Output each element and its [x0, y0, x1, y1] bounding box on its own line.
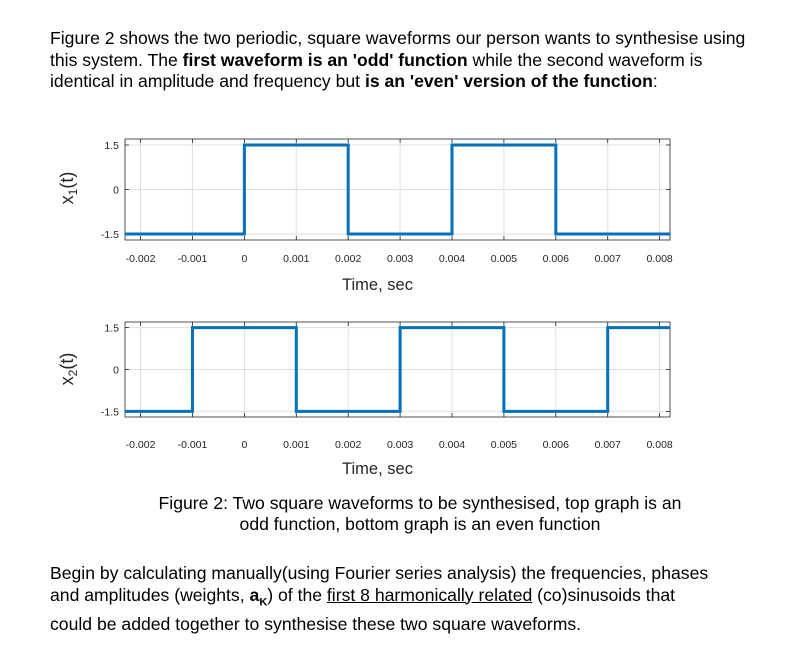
- task-underlined: first 8 harmonically related: [326, 584, 533, 605]
- y-tick-label: 1.5: [104, 322, 119, 335]
- x-tick-label: 0.008: [646, 439, 673, 451]
- x1-xlabel: Time, sec: [342, 276, 413, 294]
- intro-bold-2: is an 'even' version of the function: [364, 71, 653, 91]
- x2-plot: [50, 308, 700, 483]
- y-tick-label: 1.5: [104, 139, 119, 152]
- x-tick-label: 0.008: [646, 253, 673, 265]
- x2-ylabel: $x_2(t)$: [57, 352, 80, 386]
- intro-text-2: while the second waveform is identical in amplitude and frequency but: [50, 49, 703, 91]
- y-tick-label: -1.5: [100, 229, 119, 242]
- intro-text-3: :: [652, 71, 658, 91]
- x-tick-label: -0.002: [125, 439, 156, 451]
- y-tick-label: 0: [113, 364, 119, 377]
- caption-line-2: odd function, bottom graph is an even function: [239, 514, 601, 534]
- x-tick-label: 0.002: [335, 439, 362, 451]
- x-tick-label: 0.002: [335, 253, 362, 265]
- x-tick-label: 0.005: [490, 253, 518, 265]
- x-tick-label: 0.006: [542, 253, 569, 265]
- x-tick-label: -0.002: [125, 253, 156, 265]
- task-text-1: Begin by calculating manually(using Fourier series analysis) the frequencies, phases and amplitudes (weights,: [50, 563, 709, 605]
- x-tick-label: 0.005: [490, 439, 518, 451]
- x-tick-label: 0.003: [386, 253, 414, 265]
- x-tick-label: 0.001: [283, 439, 310, 451]
- figure-caption: [120, 493, 720, 535]
- intro-paragraph: [50, 28, 750, 93]
- x-tick-label: 0.003: [386, 439, 414, 451]
- task-weight-symbol: $a_K$: [249, 584, 268, 609]
- x-tick-label: 0.004: [438, 439, 466, 451]
- x-tick-label: 0.006: [542, 439, 569, 451]
- x-tick-label: 0: [241, 439, 248, 451]
- x-tick-label: 0: [241, 253, 248, 265]
- x-tick-label: 0.007: [594, 439, 621, 451]
- y-tick-label: -1.5: [100, 406, 119, 419]
- intro-bold-1: first waveform is an 'odd' function: [182, 49, 468, 70]
- x1-ylabel: $x_1(t)$: [57, 171, 80, 205]
- x-tick-label: -0.001: [177, 439, 208, 451]
- task-text-3: (co)sinusoids that could be added together to synthesise these two square waveforms.: [50, 584, 676, 634]
- y-tick-label: 0: [113, 184, 119, 197]
- x-tick-label: 0.001: [283, 253, 310, 265]
- task-text-2: ) of the: [267, 584, 327, 605]
- task-paragraph: [50, 563, 710, 635]
- x-tick-label: 0.007: [594, 253, 621, 265]
- x2-xlabel: Time, sec: [342, 460, 413, 478]
- caption-line-1: Figure 2: Two square waveforms to be synthesised, top graph is an: [158, 493, 682, 513]
- x-tick-label: 0.004: [438, 253, 466, 265]
- intro-text-1: Figure 2 shows the two periodic, square waveforms our person wants to synthesise using this system. The: [50, 28, 746, 70]
- x-tick-label: -0.001: [177, 253, 208, 265]
- x1-plot: [50, 128, 700, 300]
